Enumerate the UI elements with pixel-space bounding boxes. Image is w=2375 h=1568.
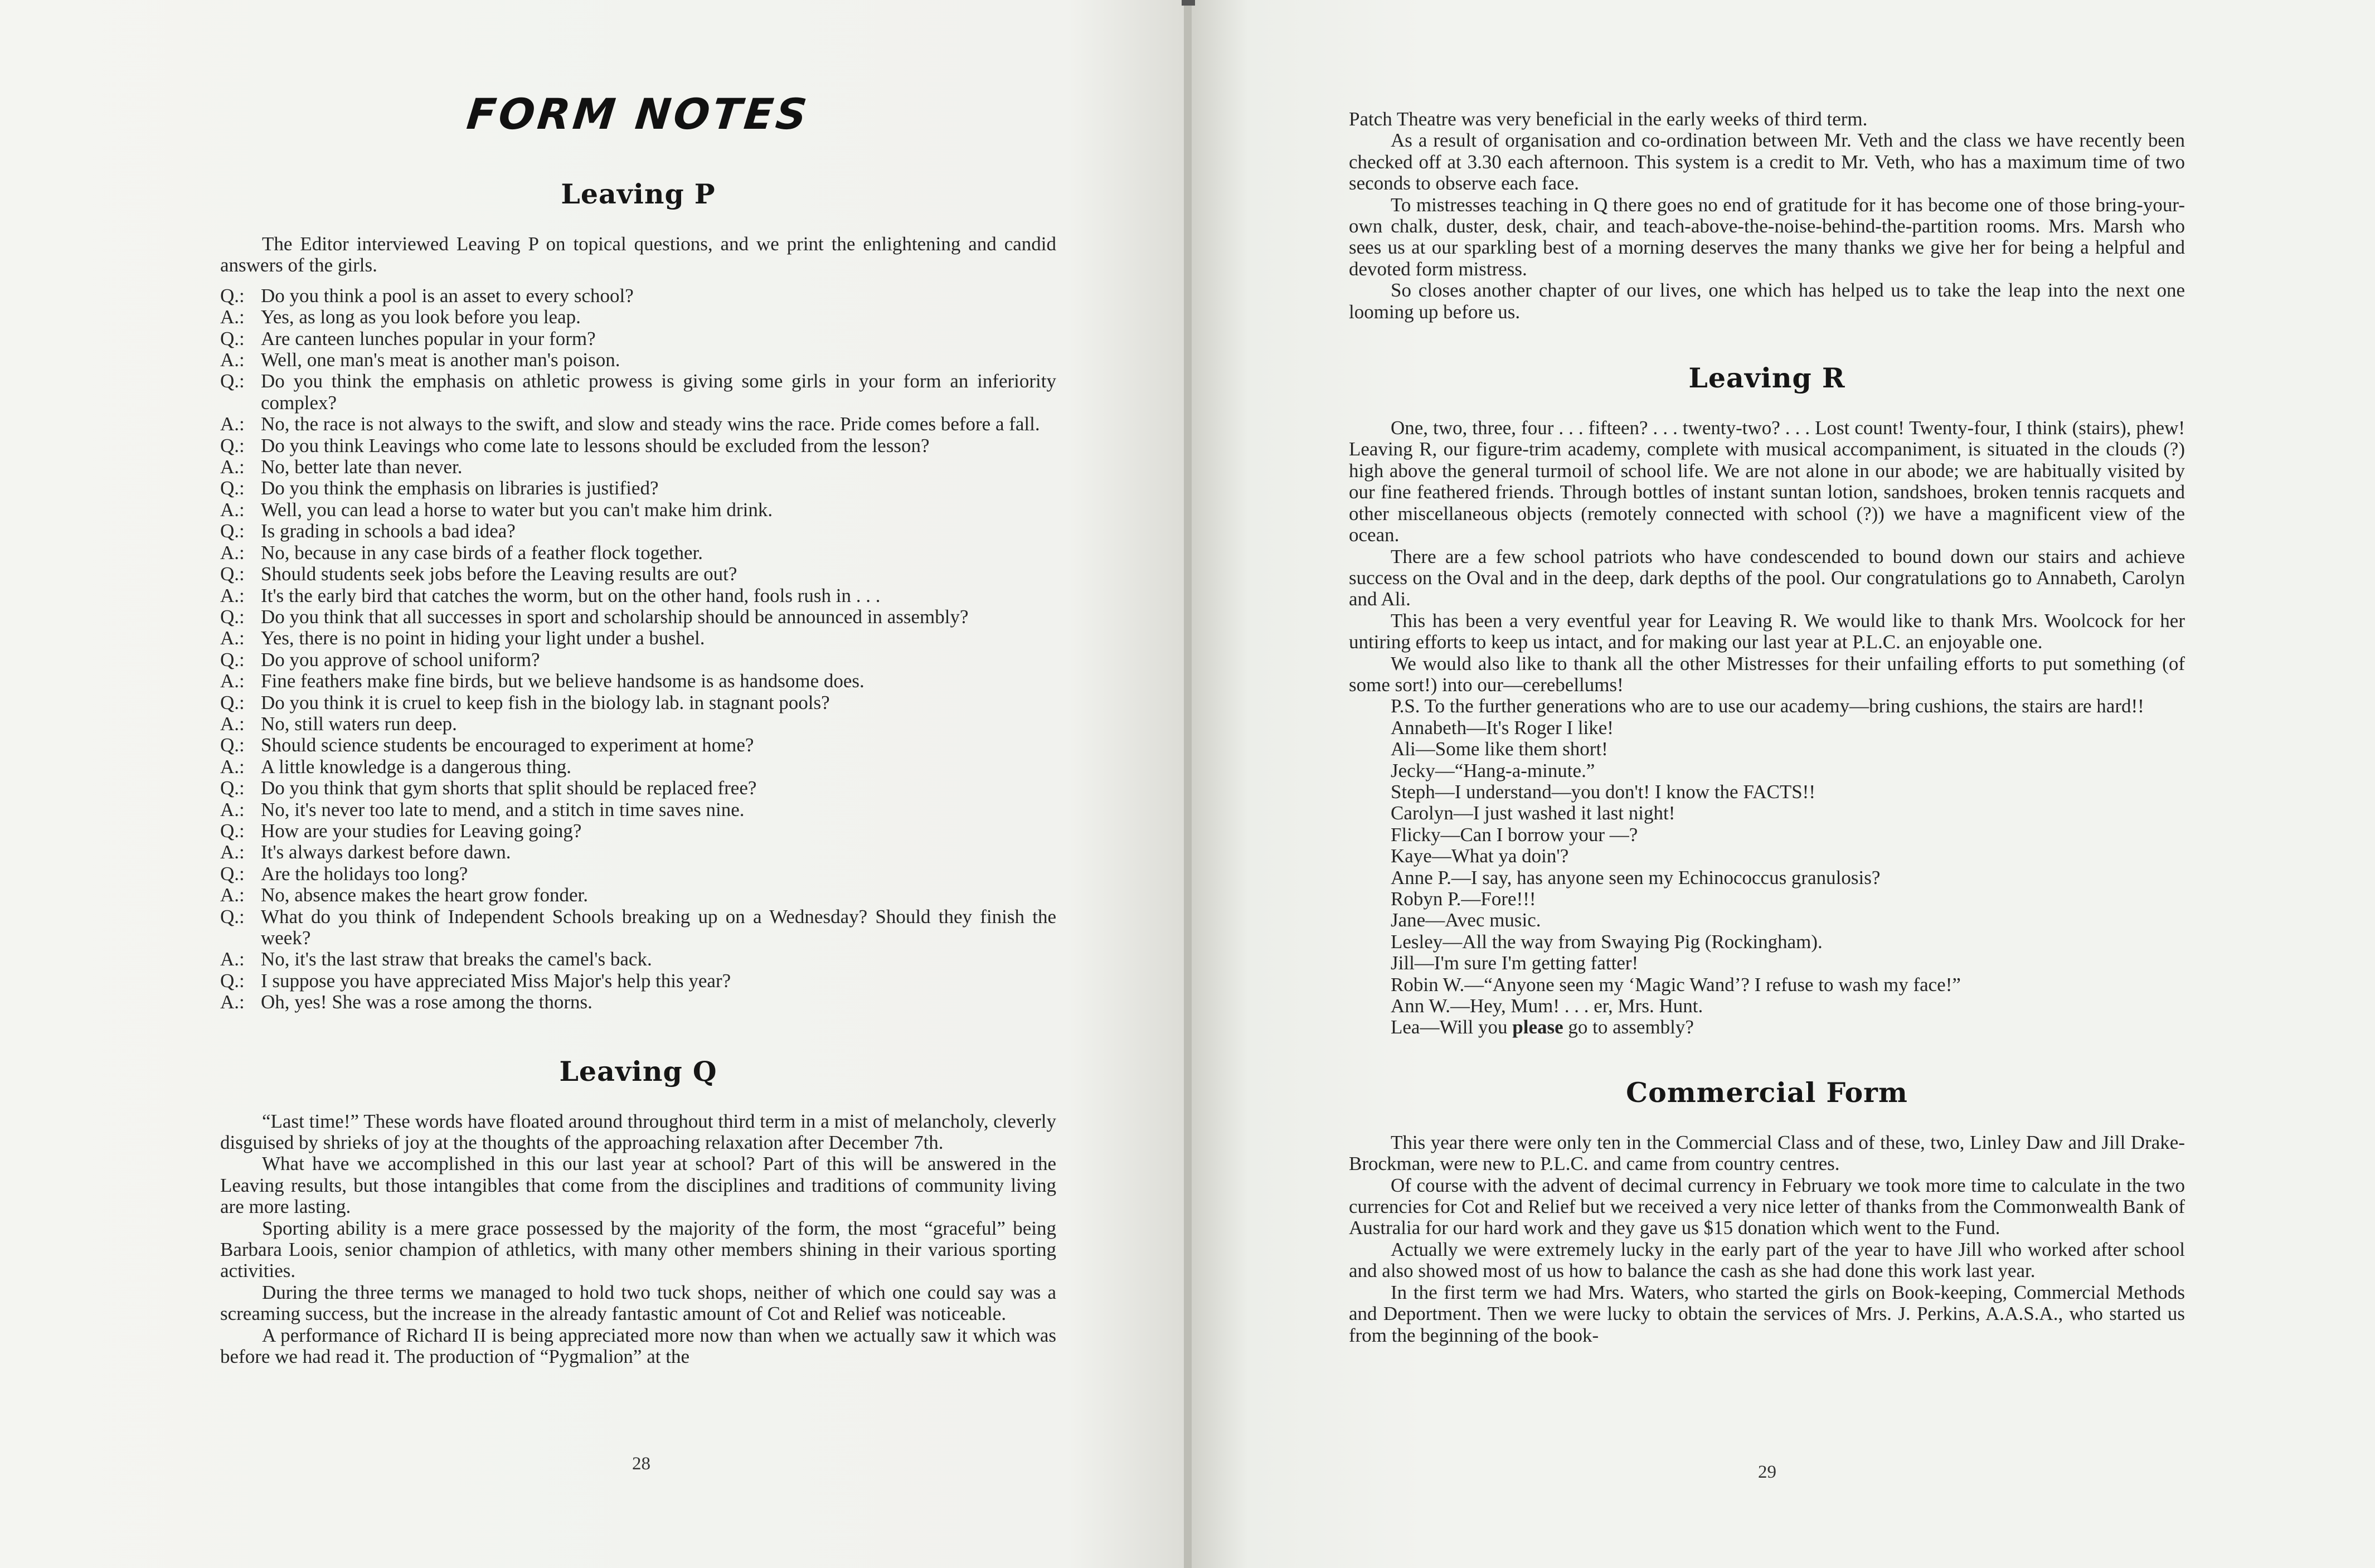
qa-row bbox=[220, 671, 1056, 692]
page-title: FORM NOTES bbox=[464, 89, 812, 139]
qa-tag: A.: bbox=[220, 991, 245, 1013]
paragraph: So closes another chapter of our lives, one which has helped us to take the leap into the next one looming up before us. bbox=[1349, 279, 2185, 323]
qa-text: Do you think the emphasis on libraries is justified? bbox=[261, 477, 659, 499]
left-column bbox=[220, 89, 1056, 1368]
paragraph: One, two, three, four . . . fifteen? . . . twenty-two? . . . Lost count! Twenty-four, I think (stairs), phew! Leaving R, our figure-trim academy, complete with musical accompaniment, is situated in the clouds (?) high above the general turmoil of school life. We are not alone in our abode; we are habitually visited by our fine feathered friends. Through bottles of instant suntan lotion, sandshoes, broken tennis racquets and other miscellaneous objects (remotely connected with school (?)) we have a magnificent view of the ocean. bbox=[1349, 417, 2185, 546]
qa-text: Do you think it is cruel to keep fish in the biology lab. in stagnant pools? bbox=[261, 691, 830, 713]
qa-text: Fine feathers make fine birds, but we believe handsome is as handsome does. bbox=[261, 670, 864, 692]
right-column bbox=[1349, 109, 2185, 1346]
quote-line: Jill—I'm sure I'm getting fatter! bbox=[1391, 952, 1639, 974]
qa-text: Do you think a pool is an asset to every school? bbox=[261, 284, 634, 307]
quote-line: Jecky—“Hang-a-minute.” bbox=[1391, 759, 1595, 781]
quote-line: Lea—Will you please go to assembly? bbox=[1391, 1016, 1694, 1038]
qa-row bbox=[220, 285, 1056, 307]
quote-line: Annabeth—It's Roger I like! bbox=[1391, 716, 1614, 739]
qa-text: Oh, yes! She was a rose among the thorns. bbox=[261, 991, 592, 1013]
paragraph: This year there were only ten in the Commercial Class and of these, two, Linley Daw and Jill Drake-Brockman, were new to P.L.C. and came from country centres. bbox=[1349, 1131, 2185, 1175]
qa-tag: Q.: bbox=[220, 563, 245, 585]
paragraph: This has been a very eventful year for Leaving R. We would like to thank Mrs. Woolcock for her untiring efforts to keep us intact, and for making our last year at P.L.C. an enjoyable one. bbox=[1349, 609, 2185, 653]
paragraph: A performance of Richard II is being appreciated more now than when we actually saw it which was before we had read it. The production of “Pygmalion” at the bbox=[220, 1324, 1056, 1368]
qa-text: How are your studies for Leaving going? bbox=[261, 819, 582, 842]
qa-tag: Q.: bbox=[220, 434, 245, 457]
paragraph: Patch Theatre was very beneficial in the early weeks of third term. bbox=[1349, 108, 1868, 130]
quote-line: Flicky—Can I borrow your —? bbox=[1391, 823, 1638, 846]
qa-row bbox=[220, 457, 1056, 478]
paragraph: During the three terms we managed to hold two tuck shops, neither of which one could say was a screaming success, but the increase in the already fantastic amount of Cot and Relief was noticeable. bbox=[220, 1281, 1056, 1325]
qa-text: I suppose you have appreciated Miss Major's help this year? bbox=[261, 969, 731, 992]
paragraph: Of course with the advent of decimal currency in February we took more time to calculate in the two currencies for Cot and Relief but we received a very nice letter of thanks from the Commonwealth Bank of Australia for our hard work and they gave us $15 donation which went to the Fund. bbox=[1349, 1174, 2185, 1239]
qa-text: Are the holidays too long? bbox=[261, 862, 468, 885]
qa-row bbox=[220, 478, 1056, 499]
qa-text: Yes, there is no point in hiding your light under a bushel. bbox=[261, 627, 705, 649]
paragraph: As a result of organisation and co-ordination between Mr. Veth and the class we have recently been checked off at 3.30 each afternoon. This system is a credit to Mr. Veth, who has a maximum time of two seconds to observe each face. bbox=[1349, 129, 2185, 195]
qa-tag: Q.: bbox=[220, 284, 245, 307]
section-heading: Leaving P bbox=[561, 178, 716, 210]
page-number: 28 bbox=[632, 1454, 650, 1474]
qa-row bbox=[220, 885, 1056, 906]
qa-tag: A.: bbox=[220, 841, 245, 863]
qa-text: Yes, as long as you look before you leap. bbox=[261, 306, 581, 328]
qa-tag: A.: bbox=[220, 627, 245, 649]
qa-text: What do you think of Independent Schools breaking up on a Wednesday? Should they finish the week? bbox=[261, 905, 1056, 949]
qa-tag: A.: bbox=[220, 798, 245, 821]
qa-row bbox=[220, 799, 1056, 821]
qa-text: Are canteen lunches popular in your form? bbox=[261, 327, 596, 349]
qa-text: No, better late than never. bbox=[261, 456, 463, 478]
paragraph: P.S. To the further generations who are to use our academy—bring cushions, the stairs are hard!! bbox=[1391, 695, 2144, 717]
qa-text: Should science students be encouraged to experiment at home? bbox=[261, 734, 754, 756]
qa-tag: A.: bbox=[220, 306, 245, 328]
quote-line: Lesley—All the way from Swaying Pig (Rockingham). bbox=[1391, 930, 1823, 953]
qa-tag: Q.: bbox=[220, 648, 245, 671]
qa-text: No, still waters run deep. bbox=[261, 712, 457, 735]
qa-row bbox=[220, 414, 1056, 435]
qa-row bbox=[220, 842, 1056, 863]
qa-tag: A.: bbox=[220, 948, 245, 970]
qa-text: No, because in any case birds of a feather flock together. bbox=[261, 541, 703, 564]
qa-list bbox=[220, 285, 1056, 1013]
qa-text: Do you think the emphasis on athletic prowess is giving some girls in your form an inferiority complex? bbox=[261, 370, 1056, 414]
section-heading: Commercial Form bbox=[1626, 1076, 1908, 1109]
qa-tag: Q.: bbox=[220, 370, 245, 392]
qa-text: No, absence makes the heart grow fonder. bbox=[261, 884, 589, 906]
qa-text: No, the race is not always to the swift, and slow and steady wins the race. Pride comes before a fall. bbox=[261, 413, 1040, 435]
section-heading: Leaving R bbox=[1688, 362, 1845, 395]
page-number: 29 bbox=[1758, 1462, 1776, 1482]
qa-tag: A.: bbox=[220, 498, 245, 521]
qa-text: No, it's never too late to mend, and a stitch in time saves nine. bbox=[261, 798, 745, 821]
qa-text: Well, you can lead a horse to water but you can't make him drink. bbox=[261, 498, 773, 521]
binding-mark bbox=[1182, 0, 1195, 6]
paragraph: In the first term we had Mrs. Waters, who started the girls on Book-keeping, Commercial Methods and Deportment. Then we were lucky to obtain the services of Mrs. J. Perkins, A.A.S.A., who started us from the beginning of the book- bbox=[1349, 1281, 2185, 1346]
quote-line: Jane—Avec music. bbox=[1391, 909, 1541, 931]
quote-line: Robin W.—“Anyone seen my ‘Magic Wand’? I refuse to wash my face!” bbox=[1391, 973, 1961, 996]
qa-row bbox=[220, 949, 1056, 970]
section-leaving-r bbox=[1349, 362, 2185, 1038]
qa-row bbox=[220, 499, 1056, 521]
quote-line: Anne P.—I say, has anyone seen my Echinococcus granulosis? bbox=[1391, 866, 1881, 889]
quote-line: Steph—I understand—you don't! I know the FACTS!! bbox=[1391, 780, 1815, 803]
qa-text: It's always darkest before dawn. bbox=[261, 841, 511, 863]
paragraph: “Last time!” These words have floated around throughout third term in a mist of melancholy, cleverly disguised by shrieks of joy at the thoughts of the approaching relaxation after December 7th. bbox=[220, 1110, 1056, 1154]
qa-row bbox=[220, 542, 1056, 564]
quote-line: Carolyn—I just washed it last night! bbox=[1391, 802, 1675, 824]
paragraph: Sporting ability is a mere grace possessed by the majority of the form, the most “graceful” being Barbara Loois, senior champion of athletics, with many other members shining in their various sporting activities. bbox=[220, 1217, 1056, 1282]
qa-tag: Q.: bbox=[220, 819, 245, 842]
section-leaving-q-continued bbox=[1349, 109, 2185, 323]
qa-tag: A.: bbox=[220, 456, 245, 478]
qa-tag: Q.: bbox=[220, 862, 245, 885]
qa-row bbox=[220, 606, 1056, 628]
paragraph: To mistresses teaching in Q there goes no end of gratitude for it has become one of those bring-your-own chalk, duster, desk, chair, and teach-above-the-noise-behind-the-partition rooms. Mrs. Marsh who sees us at our sparkling best of a morning deserves the many thanks we give her for being a helpful and devoted form mistress. bbox=[1349, 193, 2185, 280]
qa-row bbox=[220, 692, 1056, 713]
paragraph: We would also like to thank all the other Mistresses for their unfailing efforts to put something (of some sort!) into our—cerebellums! bbox=[1349, 652, 2185, 696]
qa-text: No, it's the last straw that breaks the camel's back. bbox=[261, 948, 652, 970]
paragraph: Actually we were extremely lucky in the early part of the year to have Jill who worked after school and also showed most of us how to balance the cash as she had done this work last year. bbox=[1349, 1238, 2185, 1282]
qa-row bbox=[220, 735, 1056, 756]
qa-row bbox=[220, 435, 1056, 457]
qa-text: Is grading in schools a bad idea? bbox=[261, 520, 516, 542]
qa-tag: Q.: bbox=[220, 691, 245, 713]
section-leaving-q bbox=[220, 1055, 1056, 1368]
quote-list bbox=[1349, 717, 2185, 1017]
qa-row bbox=[220, 564, 1056, 585]
qa-text: A little knowledge is a dangerous thing. bbox=[261, 755, 571, 778]
qa-row bbox=[220, 371, 1056, 414]
qa-row bbox=[220, 713, 1056, 735]
qa-tag: Q.: bbox=[220, 605, 245, 628]
qa-row bbox=[220, 628, 1056, 649]
qa-row bbox=[220, 756, 1056, 778]
qa-tag: A.: bbox=[220, 670, 245, 692]
qa-tag: A.: bbox=[220, 349, 245, 371]
section-heading: Leaving Q bbox=[559, 1055, 717, 1088]
qa-tag: Q.: bbox=[220, 327, 245, 349]
qa-row bbox=[220, 992, 1056, 1013]
qa-row bbox=[220, 821, 1056, 842]
qa-row bbox=[220, 307, 1056, 328]
paragraph: There are a few school patriots who have condescended to bound down our stairs and achieve success on the Oval and in the deep, dark depths of the pool. Our congratulations go to Annabeth, Carolyn and Ali. bbox=[1349, 545, 2185, 610]
qa-tag: A.: bbox=[220, 755, 245, 778]
qa-row bbox=[220, 906, 1056, 949]
qa-row bbox=[220, 328, 1056, 349]
quote-line: Ali—Some like them short! bbox=[1391, 738, 1608, 760]
qa-row bbox=[220, 649, 1056, 671]
qa-tag: Q.: bbox=[220, 905, 245, 928]
quote-line: Ann W.—Hey, Mum! . . . er, Mrs. Hunt. bbox=[1391, 995, 1703, 1017]
qa-row bbox=[220, 521, 1056, 542]
qa-row bbox=[220, 585, 1056, 606]
quote-line: Kaye—What ya doin'? bbox=[1391, 845, 1569, 867]
qa-text: It's the early bird that catches the worm, but on the other hand, fools rush in . . . bbox=[261, 584, 881, 606]
paragraph: What have we accomplished in this our last year at school? Part of this will be answered in the Leaving results, but those intangibles that come from the disciplines and traditions of community living are more lasting. bbox=[220, 1153, 1056, 1218]
qa-tag: A.: bbox=[220, 884, 245, 906]
qa-text: Do you approve of school uniform? bbox=[261, 648, 540, 671]
qa-row bbox=[220, 349, 1056, 371]
section-leaving-p bbox=[220, 178, 1056, 1013]
qa-tag: Q.: bbox=[220, 734, 245, 756]
qa-tag: Q.: bbox=[220, 477, 245, 499]
qa-text: Do you think that gym shorts that split should be replaced free? bbox=[261, 777, 757, 799]
qa-row bbox=[220, 863, 1056, 885]
intro-paragraph: The Editor interviewed Leaving P on topical questions, and we print the enlightening and candid answers of the girls. bbox=[220, 233, 1056, 276]
qa-tag: A.: bbox=[220, 541, 245, 564]
qa-row bbox=[220, 970, 1056, 992]
quote-line: Robyn P.—Fore!!! bbox=[1391, 888, 1536, 910]
section-commercial-form bbox=[1349, 1076, 2185, 1346]
qa-row bbox=[220, 778, 1056, 799]
qa-text: Well, one man's meat is another man's poison. bbox=[261, 349, 620, 371]
qa-text: Do you think Leavings who come late to lessons should be excluded from the lesson? bbox=[261, 434, 930, 457]
book-gutter bbox=[1184, 0, 1192, 1568]
qa-tag: Q.: bbox=[220, 777, 245, 799]
qa-tag: A.: bbox=[220, 712, 245, 735]
qa-tag: Q.: bbox=[220, 520, 245, 542]
qa-tag: Q.: bbox=[220, 969, 245, 992]
qa-tag: A.: bbox=[220, 413, 245, 435]
qa-text: Do you think that all successes in sport and scholarship should be announced in assembly? bbox=[261, 605, 969, 628]
qa-text: Should students seek jobs before the Leaving results are out? bbox=[261, 563, 737, 585]
qa-tag: A.: bbox=[220, 584, 245, 606]
